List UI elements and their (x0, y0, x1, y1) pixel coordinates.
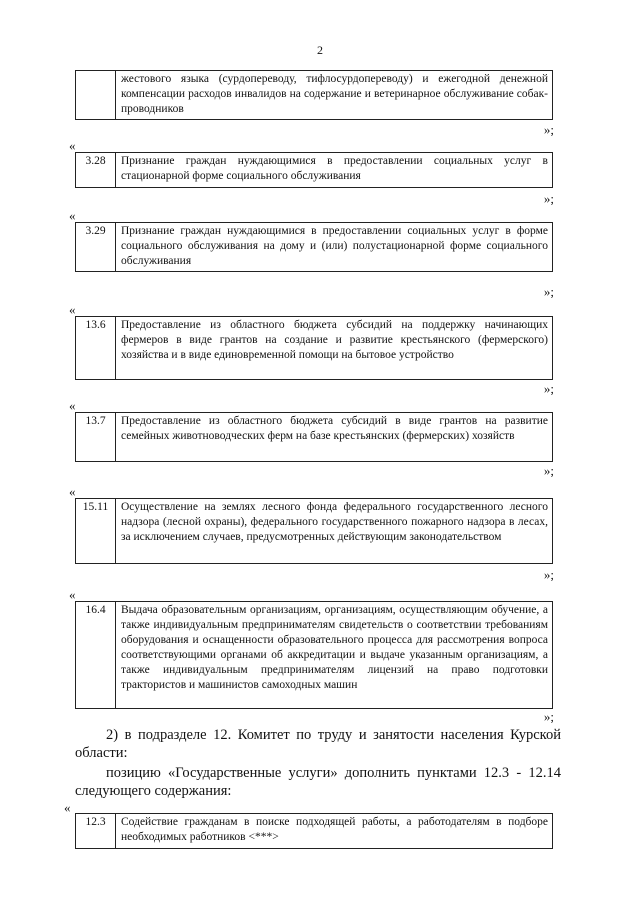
row-text: Предоставление из областного бюджета субсидий на поддержку начинающих фермеров в виде грантов на создание и развитие крестьянского (фермерского) хозяйства и в виде единовременной помощи на бытовое устройство (121, 319, 548, 361)
row-number: 3.28 (76, 153, 116, 187)
row-text: Признание граждан нуждающимися в предоставлении социальных услуг в форме социального обслуживания на дому и (или) полустационарной форме социального обслуживания (121, 225, 548, 267)
page-number: 2 (317, 43, 323, 57)
opening-quote: « (69, 398, 76, 413)
closing-quote: »; (543, 284, 554, 299)
closing-quote: »; (543, 381, 554, 396)
closing-quote: »; (543, 191, 554, 206)
row-number: 12.3 (76, 814, 116, 848)
row-text: Выдача образовательным организациям, организациям, осуществляющим обучение, а также индивидуальным предпринимателям свидетельств о соответствии требованиям оборудования и оснащенности образовательного процесса для рассмотрения вопроса соответствующими органами об аккредитации и выдаче указанным организациям, а также индивидуальным предпринимателям лицензий на право подготовки трактористов и машинистов самоходных машин (121, 604, 548, 691)
row-text: Осуществление на землях лесного фонда федерального государственного лесного надзора (лесной охраны), федерального государственного пожарного надзора в лесах, за исключением случаев, предусмотренных действующим законодательством (121, 501, 548, 543)
opening-quote: « (64, 800, 71, 815)
service-row (75, 813, 553, 849)
row-number: 13.7 (76, 413, 116, 461)
closing-quote: »; (543, 709, 554, 724)
row-number: 3.29 (76, 223, 116, 271)
service-row (75, 152, 553, 188)
paragraph-position: позицию «Государственные услуги» дополнить пунктами 12.3 - 12.14 следующего содержания: (75, 765, 561, 799)
closing-quote: »; (543, 122, 554, 137)
opening-quote: « (69, 138, 76, 153)
service-row (75, 70, 553, 120)
row-text: Содействие гражданам в поиске подходящей работы, а работодателям в подборе необходимых работников <***> (121, 816, 548, 843)
row-text: Предоставление из областного бюджета субсидий в виде грантов на развитие семейных животноводческих ферм на базе крестьянских (фермерских) хозяйств (121, 415, 548, 442)
service-row (75, 316, 553, 380)
row-number: 16.4 (76, 602, 116, 708)
row-number: 15.11 (76, 499, 116, 563)
opening-quote: « (69, 302, 76, 317)
opening-quote: « (69, 587, 76, 602)
row-number: 13.6 (76, 317, 116, 379)
service-row (75, 222, 553, 272)
opening-quote: « (69, 208, 76, 223)
paragraph-subsection: 2) в подразделе 12. Комитет по труду и занятости населения Курской области: (75, 727, 561, 761)
row-number (76, 71, 116, 119)
closing-quote: »; (543, 567, 554, 582)
service-row (75, 412, 553, 462)
closing-quote: »; (543, 463, 554, 478)
service-row (75, 498, 553, 564)
service-row (75, 601, 553, 709)
opening-quote: « (69, 484, 76, 499)
row-text: жестового языка (сурдопереводу, тифлосурдопереводу) и ежегодной денежной компенсации расходов инвалидов на содержание и ветеринарное обслуживание собак-проводников (121, 73, 548, 115)
row-text: Признание граждан нуждающимися в предоставлении социальных услуг в стационарной форме социального обслуживания (121, 155, 548, 182)
